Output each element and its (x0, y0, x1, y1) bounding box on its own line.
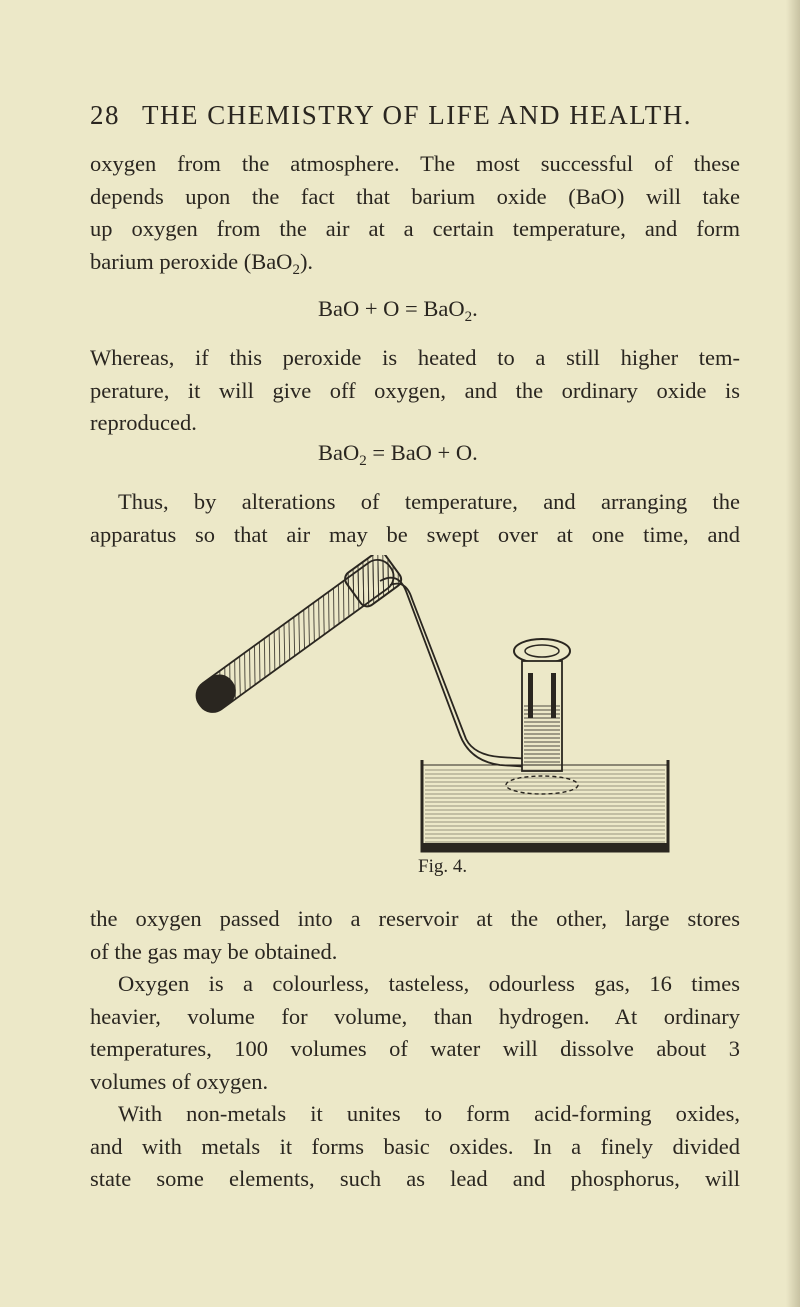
equation-text: . (472, 296, 478, 321)
running-title: THE CHEMISTRY OF LIFE AND HEALTH. (142, 100, 693, 130)
text-line: temperatures, 100 volumes of water will dissolve about 3 (90, 1036, 740, 1061)
apparatus-illustration (170, 555, 670, 855)
paragraph-3 (90, 486, 740, 551)
text-line: heavier, volume for volume, than hydrogen. At ordinary (90, 1003, 740, 1029)
collecting-jar (514, 639, 570, 771)
page-edge-shadow (786, 0, 800, 1307)
equation-1 (318, 296, 478, 326)
text-line: the oxygen passed into a reservoir at the other, large stores (90, 906, 740, 931)
text-line: Whereas, if this peroxide is heated to a still higher tem- (90, 345, 740, 370)
delivery-tube (380, 578, 530, 767)
text-line: apparatus so that air may be swept over at one time, and (90, 521, 740, 547)
subscript: 2 (464, 309, 473, 325)
text-line: of the gas may be obtained. (90, 938, 338, 964)
text-line: Oxygen is a colourless, tasteless, odourless gas, 16 times (118, 971, 740, 996)
subscript: 2 (292, 261, 300, 278)
text-fragment: barium peroxide (BaO (90, 248, 293, 274)
text-line: state some elements, such as lead and phosphorus, will (90, 1166, 740, 1191)
text-line: volumes of oxygen. (90, 1068, 269, 1094)
page-number: 28 (90, 100, 120, 130)
subscript: 2 (359, 453, 367, 469)
text-line: reproduced. (90, 410, 197, 435)
text-line: oxygen from the atmosphere. The most successful of these (90, 151, 740, 176)
heating-tube (188, 555, 404, 721)
equation-2 (318, 440, 478, 470)
running-head (90, 100, 730, 131)
paragraph-2 (90, 342, 740, 440)
equation-text: BaO (318, 440, 360, 465)
text-fragment: ). (299, 248, 314, 274)
equation-text: = BaO + O. (366, 440, 478, 465)
paragraph-4 (90, 903, 740, 1196)
paragraph-1 (90, 148, 740, 286)
figure-caption: Fig. 4. (418, 856, 468, 877)
water-trough (422, 760, 668, 851)
text-line: up oxygen from the air at a certain temperature, and form (90, 216, 740, 241)
equation-text: BaO + O = BaO (318, 296, 465, 321)
text-line: and with metals it forms basic oxides. In a finely divided (90, 1133, 740, 1159)
text-line: perature, it will give off oxygen, and the ordinary oxide is (90, 377, 740, 403)
text-line: depends upon the fact that barium oxide (BaO) will take (90, 183, 740, 209)
text-line: With non-metals it unites to form acid-forming oxides, (118, 1101, 740, 1126)
text-line: Thus, by alterations of temperature, and arranging the (118, 489, 740, 514)
text-line (90, 246, 740, 287)
